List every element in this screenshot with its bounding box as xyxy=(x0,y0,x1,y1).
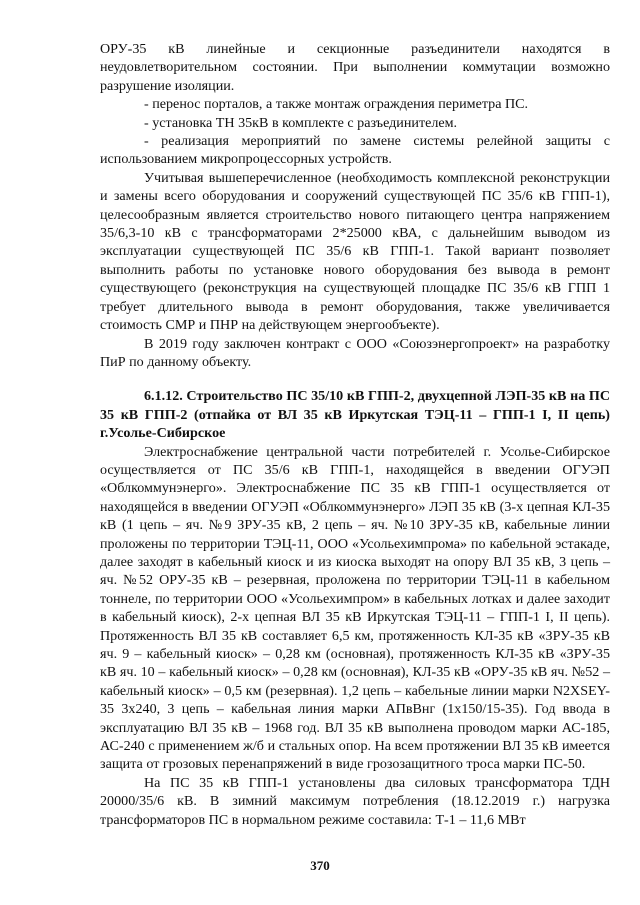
list-item-portals: - перенос порталов, а также монтаж ограждения периметра ПС. xyxy=(144,96,529,113)
paragraph-power-supply: Электроснабжение центральной части потребителей г. Усолье-Сибирское осуществляется от ПС 35/6 кВ ГПП-1, находящейся в введении ОГУЭП «Облкоммунэнерго». Электроснабжение ПС 35 кВ ГПП-1 осуществляется от находящейся в введении ОГУЭП «Облкоммунэнерго» ЛЭП 35 кВ (3-х цепная КЛ-35 кВ (1 цепь – яч. №9 ЗРУ-35 кВ, 2 цепь – яч. №10 ЗРУ-35 кВ, кабельные линии проложены по территории ТЭЦ-11, ООО «Усольехимпрома» по кабельной эстакаде, далее заходят в кабельный киоск и из киоска выходят на опору ВЛ 35 кВ, 3 цепь – яч. №52 ОРУ-35 кВ – резервная, проложена по территории ТЭЦ-11 в кабельном тоннеле, по территории ООО «Усольехимпром» в кабельных лотках и далее заходит в кабельный киоск), 2-х цепная ВЛ 35 кВ Иркутская ТЭЦ-11 – ГПП-1 I, II цепь). Протяженность ВЛ 35 кВ составляет 6,5 км, протяженность КЛ-35 кВ «ЗРУ-35 кВ яч. 9 – кабельный киоск» – 0,28 км (основная), протяженность КЛ-35 кВ «ЗРУ-35 кВ яч. 10 – кабельный киоск» – 0,28 км (основная), КЛ-35 кВ «ОРУ-35 кВ яч. №52 – кабельный киоск» – 0,5 км (резервная). 1,2 цепь – кабельные линии марки N2XSEY-35 3x240, 3 цепь – кабельная линия марки АПвВнг (1x150/15-35). Год ввода в эксплуатацию ВЛ 35 кВ – 1968 год. ВЛ 35 кВ выполнена проводом марки АС-185, АС-240 с применением ж/б и стальных опор. На всем протяжении ВЛ 35 кВ имеется защита от грозовых перенапряжений в виде грозозащитного троса марки ПС-50. xyxy=(100,443,610,773)
section-heading: 6.1.12. Строительство ПС 35/10 кВ ГПП-2, двухцепной ЛЭП-35 кВ на ПС 35 кВ ГПП-2 (отпайка от ВЛ 35 кВ Иркутская ТЭЦ-11 – ГПП-1 I, II цепь) г.Усолье-Сибирское xyxy=(100,388,610,442)
paragraph-reconstruction-rationale: Учитывая вышеперечисленное (необходимость комплексной реконструкции и замены всего оборудования и сооружений существующей ПС 35/6 кВ ГПП-1), целесообразным является строительство нового питающего центра напряжением 35/6,3-10 кВ с трансформаторами 2*25000 кВА, с дальнейшим выводом из эксплуатации существующей ПС 35/6 кВ ГПП-1. Такой вариант позволяет выполнить работы по установке нового оборудования без вывода в ремонт существующего (реконструкция на существующей площадке ПС 35/6 кВ ГПП 1 требует длительного вывода в ремонт оборудования, также увеличивается стоимость СМР и ПНР на действующем энергообъекте). xyxy=(100,169,610,334)
paragraph-transformers: На ПС 35 кВ ГПП-1 установлены два силовых трансформатора ТДН 20000/35/6 кВ. В зимний максимум потребления (18.12.2019 г.) нагрузка трансформаторов ПС в нормальном режиме составила: Т-1 – 11,6 МВт xyxy=(100,774,610,828)
paragraph-equipment-condition: ОРУ-35 кВ линейные и секционные разъединители находятся в неудовлетворительном состоянии. При выполнении коммутации возможно разрушение изоляции. xyxy=(100,41,610,94)
list-item-voltage-transformer: - установка ТН 35кВ в комплекте с разъединителем. xyxy=(144,114,458,131)
page-number: 370 xyxy=(310,858,330,873)
list-item-relay-protection: - реализация мероприятий по замене системы релейной защиты с использованием микропроцессорных устройств. xyxy=(100,133,610,168)
paragraph-contract: В 2019 году заключен контракт с ООО «Союзэнергопроект» на разработку ПиР по данному объекту. xyxy=(100,335,610,370)
